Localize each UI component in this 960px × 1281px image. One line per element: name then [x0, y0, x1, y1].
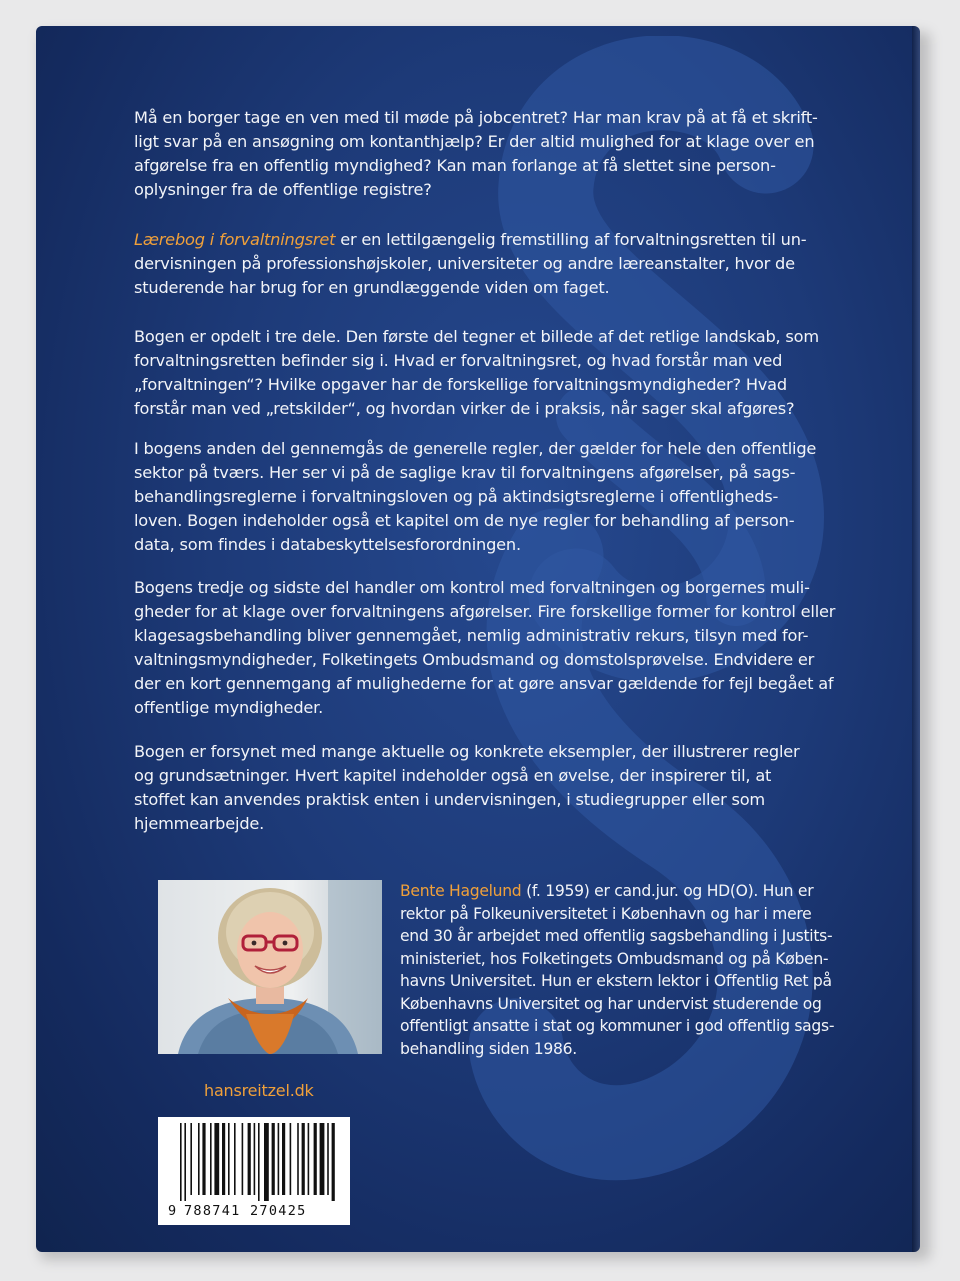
barcode-bar: [264, 1123, 269, 1201]
text-line: og grundsætninger. Hvert kapitel indeholder også en øvelse, der inspirerer til, at: [134, 766, 772, 785]
text-line: Må en borger tage en ven med til møde på jobcentret? Har man krav på at få et skrift-: [134, 108, 818, 127]
barcode-bar: [228, 1123, 230, 1195]
author-bio-line: end 30 år arbejdet med offentlig sagsbehandling i Justits-: [400, 927, 833, 945]
text-line: stoffet kan anvendes praktisk enten i undervisningen, i studiegrupper eller som: [134, 790, 765, 809]
barcode-bar: [327, 1123, 329, 1195]
barcode-bar: [210, 1123, 212, 1195]
barcode-bar: [278, 1123, 280, 1195]
text-line: hjemmearbejde.: [134, 814, 265, 833]
author-bio-line: ministeriet, hos Folketingets Ombudsmand og på Køben-: [400, 949, 829, 968]
barcode-bar: [282, 1123, 285, 1195]
isbn-barcode: [158, 1117, 350, 1225]
text-line: [134, 228, 824, 252]
author-name: Bente Hagelund: [400, 882, 522, 900]
barcode-bar: [332, 1123, 335, 1201]
barcode-bar: [258, 1123, 260, 1201]
barcode-lead-digit: 9: [168, 1203, 177, 1219]
barcode-number: [158, 1201, 350, 1223]
barcode-bar: [234, 1123, 236, 1195]
author-bio-line: rektor på Folkeuniversitetet i København og har i mere: [400, 904, 812, 923]
author-bio-line: behandling siden 1986.: [400, 1039, 577, 1058]
text-line: behandlingsreglerne i forvaltningsloven og på aktindsigtsreglerne i offentligheds-: [134, 487, 779, 506]
intro-questions-paragraph: [134, 106, 824, 202]
barcode-bar: [290, 1123, 292, 1195]
text-line-rest: er en lettilgængelig fremstilling af forvaltningsretten til un-: [335, 230, 807, 249]
barcode-bar: [297, 1123, 299, 1195]
text-line: dervisningen på professionshøjskoler, universiteter og andre læreanstalter, hvor de: [134, 254, 795, 273]
text-line: „forvaltningen“? Hvilke opgaver har de forskellige forvaltningsmyndigheder? Hvad: [134, 375, 787, 394]
book-description-paragraph: [134, 228, 824, 300]
part-three-paragraph: [134, 576, 836, 720]
examples-paragraph: [134, 740, 824, 836]
text-line: offentlige myndigheder.: [134, 698, 324, 717]
barcode-bar: [222, 1123, 225, 1195]
barcode-digits: 788741 270425: [184, 1203, 307, 1219]
text-line: gheder for at klage over forvaltningens afgørelser. Fire forskellige former for kontrol eller: [134, 602, 836, 621]
author-bio-line: havns Universitet. Hun er ekstern lektor i Offentlig Ret på: [400, 972, 832, 990]
text-line: Bogens tredje og sidste del handler om kontrol med forvaltningen og borgernes muli-: [134, 578, 810, 597]
text-line: data, som findes i databeskyttelsesforordningen.: [134, 535, 521, 554]
barcode-bar: [190, 1123, 192, 1195]
barcode-bar: [302, 1123, 305, 1195]
publisher-url: hansreitzel.dk: [204, 1081, 314, 1100]
barcode-bar: [308, 1123, 310, 1195]
barcode-bar: [184, 1123, 186, 1201]
text-line: forstår man ved „retskilder“, og hvordan virker de i praksis, når sager skal afgøres?: [134, 399, 795, 418]
text-line: forvaltningsretten befinder sig i. Hvad er forvaltningsret, og hvad forstår man ved: [134, 351, 783, 370]
text-line: afgørelse fra en offentlig myndighed? Kan man forlange at få slettet sine person-: [134, 156, 776, 175]
barcode-bar: [180, 1123, 182, 1201]
text-line: loven. Bogen indeholder også et kapitel om de nye regler for behandling af person-: [134, 511, 795, 530]
author-bio-line: offentligt ansatte i stat og kommuner i god offentlig sags-: [400, 1017, 835, 1035]
book-edge: [912, 26, 920, 1252]
text-line: Bogen er forsynet med mange aktuelle og konkrete eksempler, der illustrerer regler: [134, 742, 800, 761]
text-line: klagesagsbehandling bliver gennemgået, nemlig administrativ rekurs, tilsyn med for-: [134, 626, 809, 645]
barcode-bar: [272, 1123, 275, 1195]
author-bio-line: [400, 880, 820, 903]
barcode-bar: [314, 1123, 317, 1195]
author-photo: [158, 880, 382, 1054]
barcode-bar: [248, 1123, 251, 1195]
part-two-paragraph: [134, 437, 824, 557]
book-title: Lærebog i forvaltningsret: [134, 230, 336, 249]
author-bio: [400, 880, 835, 1060]
text-line: I bogens anden del gennemgås de generelle regler, der gælder for hele den offentlige: [134, 439, 817, 458]
barcode-bars: [158, 1117, 350, 1201]
author-bio-line: Københavns Universitet og har undervist studerende og: [400, 994, 822, 1013]
text-line: der en kort gennemgang af mulighederne for at gøre ansvar gældende for fejl begået af: [134, 674, 834, 693]
barcode-bar: [320, 1123, 325, 1195]
text-line: Bogen er opdelt i tre dele. Den første del tegner et billede af det retlige landskab, som: [134, 327, 819, 346]
text-line: oplysninger fra de offentlige registre?: [134, 180, 432, 199]
text-line: valtningsmyndigheder, Folketingets Ombudsmand og domstolsprøvelse. Endvidere er: [134, 650, 815, 669]
barcode-bar: [198, 1123, 200, 1195]
text-line: sektor på tværs. Her ser vi på de saglige krav til forvaltningens afgørelser, på sags-: [134, 463, 796, 482]
barcode-bar: [214, 1123, 219, 1195]
structure-paragraph: [134, 325, 824, 421]
text-line: ligt svar på en ansøgning om kontanthjælp? Er der altid mulighed for at klage over en: [134, 132, 815, 151]
barcode-bar: [254, 1123, 256, 1195]
author-bio-line-rest: (f. 1959) er cand.jur. og HD(O). Hun er: [521, 882, 814, 900]
barcode-bar: [202, 1123, 205, 1195]
text-line: studerende har brug for en grundlæggende viden om faget.: [134, 278, 610, 297]
barcode-bar: [242, 1123, 244, 1195]
